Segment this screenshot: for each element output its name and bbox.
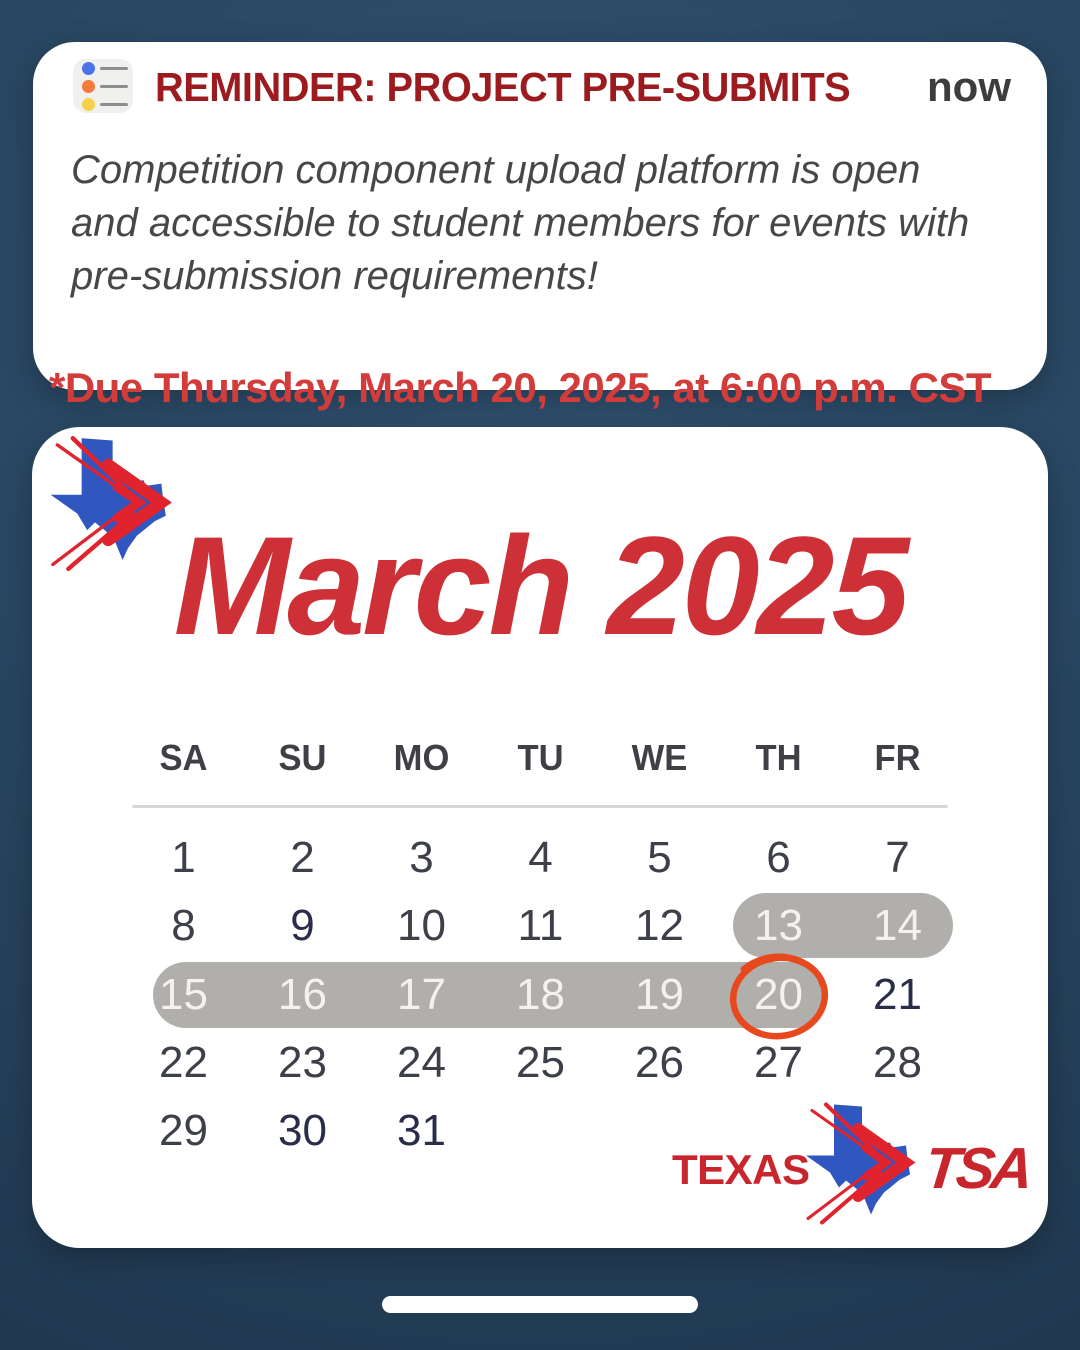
notification-timestamp: now — [927, 63, 1011, 110]
yellow-dot-icon — [82, 98, 95, 111]
calendar-card — [32, 427, 1048, 1248]
calendar-date-24: 24 — [397, 1037, 446, 1087]
calendar-date-1: 1 — [171, 833, 196, 882]
divider-line — [132, 805, 948, 808]
calendar-date-31: 31 — [397, 1106, 446, 1156]
icon-row — [82, 98, 133, 111]
day-header-mo: MO — [393, 737, 450, 778]
calendar-date-20: 20 — [754, 969, 803, 1019]
calendar-date-12: 12 — [635, 901, 684, 951]
calendar-date-11: 11 — [517, 901, 564, 951]
home-indicator[interactable] — [382, 1296, 698, 1313]
calendar-date-19: 19 — [635, 969, 684, 1019]
notification-title: REMINDER: PROJECT PRE-SUBMITS — [155, 64, 851, 110]
calendar-date-9: 9 — [290, 901, 315, 951]
blue-dot-icon — [82, 62, 95, 75]
calendar-date-4: 4 — [528, 833, 553, 882]
calendar-date-16: 16 — [278, 969, 327, 1019]
calendar-date-26: 26 — [635, 1037, 684, 1087]
calendar-date-23: 23 — [278, 1037, 327, 1087]
calendar-date-15: 15 — [159, 969, 208, 1019]
day-header-tu: TU — [517, 737, 564, 778]
texas-tsa-arrow-logo — [800, 1095, 940, 1231]
calendar-date-25: 25 — [516, 1037, 565, 1087]
calendar-date-30: 30 — [278, 1106, 327, 1156]
calendar-day-headers — [124, 734, 957, 782]
reminders-list-icon — [73, 59, 133, 113]
notification-due-date: *Due Thursday, March 20, 2025, at 6:00 p.m. CST — [49, 364, 992, 411]
day-header-su: SU — [278, 737, 327, 778]
list-line — [100, 67, 128, 70]
calendar-week-row — [124, 824, 957, 892]
calendar-date-29: 29 — [159, 1106, 208, 1156]
brand-texas-label: TEXAS — [672, 1146, 810, 1193]
calendar-date-28: 28 — [873, 1037, 922, 1087]
calendar-date-18: 18 — [516, 969, 565, 1019]
brand-tsa-label: TSA — [921, 1136, 1033, 1201]
day-header-th: TH — [755, 737, 802, 778]
notification-card[interactable] — [33, 42, 1047, 411]
day-header-fr: FR — [874, 737, 921, 778]
calendar-date-2: 2 — [290, 833, 315, 882]
calendar-date-17: 17 — [397, 969, 446, 1019]
calendar-date-3: 3 — [409, 833, 434, 882]
calendar-date-5: 5 — [647, 833, 672, 882]
calendar-date-10: 10 — [397, 901, 446, 951]
calendar-date-14: 14 — [873, 901, 922, 951]
notification-body: Competition component upload platform is open and accessible to student members for events with pre-submission requirements! — [71, 148, 970, 298]
calendar-date-13: 13 — [754, 901, 803, 951]
calendar-month-title: March 2025 — [173, 507, 907, 664]
hand-drawn-circle-annotation — [721, 945, 837, 1049]
list-line — [100, 85, 128, 88]
calendar-date-6: 6 — [766, 833, 791, 882]
day-header-sa: SA — [159, 737, 208, 778]
calendar-date-27: 27 — [754, 1037, 803, 1087]
icon-row — [82, 62, 133, 75]
calendar-date-21: 21 — [873, 969, 922, 1019]
day-header-we: WE — [631, 737, 688, 778]
calendar-date-8: 8 — [171, 901, 196, 951]
calendar-date-22: 22 — [159, 1037, 208, 1087]
calendar-date-empty — [481, 1097, 600, 1165]
orange-dot-icon — [82, 80, 95, 93]
calendar-date-7: 7 — [885, 833, 910, 882]
list-line — [100, 103, 128, 106]
icon-row — [82, 80, 133, 93]
